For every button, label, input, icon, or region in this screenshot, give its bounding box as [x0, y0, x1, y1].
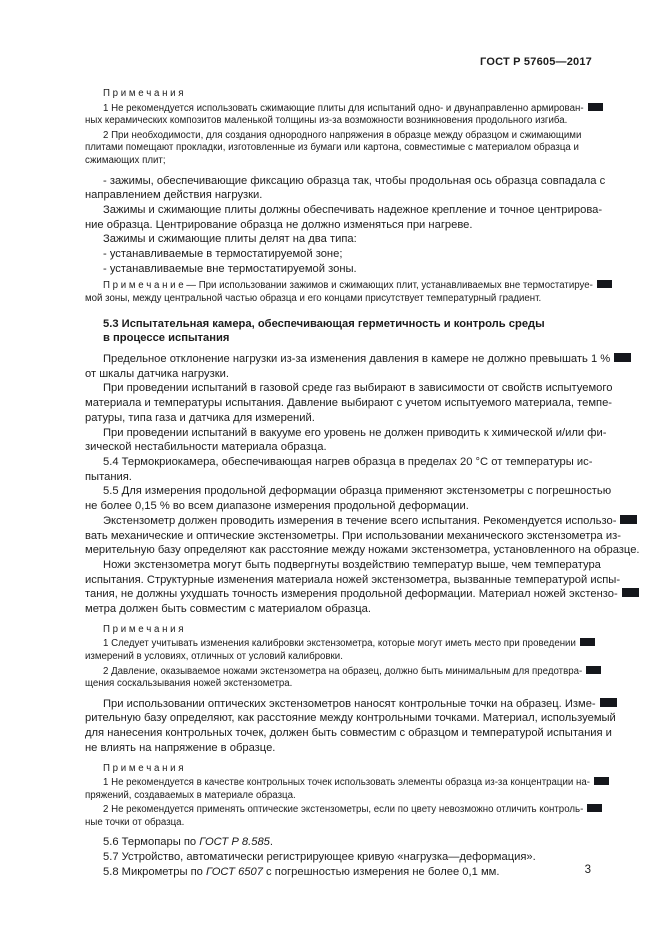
text-segment: мерительную базу определяют как расстояние между ножами экстензометра, установленного на образце.	[85, 544, 640, 557]
text-line	[85, 666, 592, 679]
redaction-marker	[587, 804, 602, 812]
text-line	[85, 529, 621, 544]
text-segment: П р и м е ч а н и я	[103, 762, 184, 774]
text-line	[85, 651, 592, 664]
text-segment: испытания. Структурные изменения материала ножей экстензометра, вызванные температурой испы-	[85, 573, 621, 586]
redaction-marker	[588, 103, 603, 111]
text-line	[85, 817, 592, 830]
text-segment: П р и м е ч а н и е — При использовании зажимов и сжимающих плит, устанавливаемых вне термостатируе-	[103, 280, 593, 292]
text-line	[85, 247, 592, 262]
redaction-marker	[586, 666, 601, 674]
text-line	[85, 262, 592, 277]
text-segment: 2 Давление, оказываемое ножами экстензометра на образец, должно быть минимальным для предотвра-	[103, 665, 583, 677]
text-line	[85, 558, 601, 573]
page-number: 3	[584, 864, 591, 876]
note-block	[85, 103, 592, 128]
text-line	[85, 711, 616, 726]
text-segment: 2 Не рекомендуется применять оптические экстензометры, если по цвету невозможно отличить контроль-	[103, 804, 584, 816]
standard-number-header: ГОСТ Р 57605—2017	[480, 56, 592, 68]
text-segment: 2 При необходимости, для создания однородного напряжения в образце между образцом и сжимающими	[103, 129, 582, 141]
redaction-marker	[594, 777, 609, 785]
text-segment: Зажимы и сжимающие плиты делят на два типа:	[103, 233, 357, 246]
text-line	[85, 440, 592, 455]
list-block	[85, 262, 592, 277]
text-segment: щения соскальзывания ножей экстензометра.	[85, 678, 293, 690]
text-segment: П р и м е ч а н и я	[103, 88, 184, 99]
text-line	[85, 142, 592, 155]
para-block	[85, 381, 613, 425]
text-segment: зической нестабильности материала образца.	[85, 441, 327, 454]
referenced-standard: ГОСТ Р 8.585	[199, 836, 270, 849]
text-segment: При использовании оптических экстензометров наносят контрольные точки на образец. Изме-	[103, 697, 596, 710]
para-block	[85, 455, 592, 484]
text-line	[85, 499, 592, 514]
text-line	[85, 470, 592, 485]
text-line	[85, 367, 592, 382]
text-segment: в процессе испытания	[103, 332, 230, 345]
text-line	[85, 88, 592, 101]
text-segment: метра должен быть совместим с материалом образца.	[85, 603, 371, 616]
redaction-marker	[622, 588, 639, 597]
text-line	[85, 115, 592, 128]
notes-label-block	[85, 624, 592, 637]
text-segment: 5.7 Устройство, автоматически регистрирующее кривую «нагрузка—деформация».	[103, 851, 536, 864]
text-segment: Ножи экстензометра могут быть подвергнуты воздействию температур выше, чем температура	[103, 558, 601, 571]
text-segment: 1 Не рекомендуется в качестве контрольных точек использовать элементы образца из-за концентрации на-	[103, 777, 590, 789]
text-segment: - зажимы, обеспечивающие фиксацию образца так, чтобы продольная ось образца совпадала с	[103, 174, 606, 187]
list-block	[85, 174, 606, 203]
text-segment: мой зоны, между центральной частью образца и его концами присутствует температурный градиент.	[85, 293, 542, 305]
text-segment: плитами помещают прокладки, изготовленные из бумаги или картона, совместимые с материалом образца и	[85, 142, 579, 154]
text-line	[85, 103, 592, 116]
text-segment: 5.4 Термокриокамера, обеспечивающая нагрев образца в пределах 20 °С от температуры ис-	[103, 456, 593, 468]
para-block	[85, 232, 592, 247]
text-line	[85, 514, 617, 529]
para-block	[85, 697, 616, 756]
para-block	[85, 850, 592, 865]
text-line	[85, 352, 611, 367]
text-segment: .	[269, 836, 274, 849]
text-line	[85, 174, 606, 189]
note-block	[85, 666, 592, 691]
text-line	[85, 587, 618, 602]
text-segment: тания, не должны ухудшать точность измерения продольной деформации. Материал ножей экстензо-	[85, 588, 618, 601]
document-body	[85, 88, 640, 880]
text-segment: 5.3 Испытательная камера, обеспечивающая герметичность и контроль среды	[103, 317, 545, 330]
text-line	[85, 381, 613, 396]
text-column	[85, 56, 640, 880]
text-line	[85, 804, 592, 817]
text-line	[85, 638, 592, 651]
redaction-marker	[600, 698, 617, 707]
note-block	[85, 804, 592, 829]
text-line	[85, 865, 592, 880]
redaction-marker	[620, 515, 637, 524]
para-block	[85, 865, 592, 880]
text-segment: материала и температуры испытания. Давление выбирают с учетом испытуемого материала, темпе-	[85, 397, 613, 410]
text-segment: ные точки от образца.	[85, 816, 185, 828]
text-line	[85, 624, 592, 637]
text-line	[85, 293, 592, 306]
text-line	[85, 317, 592, 332]
text-segment: измерений в условиях, отличных от условий калибровки.	[85, 650, 343, 662]
text-segment: 5.6 Термопары по	[103, 836, 200, 849]
text-segment: для нанесения контрольных точек, должен быть совместим с образцом и температурой испытания и	[85, 727, 612, 740]
text-segment: Зажимы и сжимающие плиты должны обеспечивать надежное крепление и точное центрирова-	[103, 203, 603, 216]
text-line	[85, 218, 592, 233]
text-line	[85, 396, 613, 411]
text-segment: Экстензометр должен проводить измерения в течение всего испытания. Рекомендуется использо-	[103, 514, 617, 527]
para-block	[85, 426, 607, 455]
list-block	[85, 247, 592, 262]
text-line	[85, 331, 592, 346]
text-line	[85, 155, 592, 168]
text-segment: ние образца. Центрирование образца не должно изменяться при нагреве.	[85, 218, 473, 231]
text-line	[85, 455, 592, 470]
text-line	[85, 835, 592, 850]
text-line	[85, 763, 592, 776]
referenced-standard: ГОСТ 6507	[206, 865, 263, 878]
redaction-marker	[597, 280, 612, 288]
text-line	[85, 543, 640, 558]
para-block	[85, 352, 611, 381]
text-line	[85, 426, 607, 441]
text-line	[85, 484, 612, 499]
para-block	[85, 203, 603, 232]
text-line	[85, 602, 592, 617]
text-segment: ных керамических композитов маленькой толщины из-за возможности возникновения продольного изгиба.	[85, 115, 568, 127]
text-line	[85, 203, 603, 218]
text-line	[85, 697, 596, 712]
para-block	[85, 514, 640, 558]
text-segment: рительную базу определяют, как расстояние между контрольными точками. Материал, используемый	[85, 712, 616, 725]
text-segment: При проведении испытаний в вакууме его уровень не должен приводить к химической и/или фи-	[103, 426, 607, 439]
text-line	[85, 777, 592, 790]
para-block	[85, 484, 612, 513]
text-line	[85, 741, 592, 756]
text-segment: вать механические и оптические экстензометры. При использовании механического экстензометра из-	[85, 529, 621, 542]
text-segment: 1 Следует учитывать изменения калибровки экстензометра, которые могут иметь место при проведении	[103, 638, 576, 650]
section-heading	[85, 317, 592, 346]
text-segment: от шкалы датчика нагрузки.	[85, 367, 229, 380]
text-segment: П р и м е ч а н и я	[103, 623, 184, 635]
text-segment: с погрешностью измерения не более 0,1 мм.	[262, 865, 500, 878]
text-line	[85, 678, 592, 691]
text-line	[85, 850, 592, 865]
text-line	[85, 280, 592, 293]
text-segment: не более 0,15 % во всем диапазоне измерения продольной деформации.	[85, 500, 469, 513]
text-segment: Предельное отклонение нагрузки из-за изменения давления в камере не должно превышать 1 %	[103, 353, 611, 366]
text-segment: направлением действия нагрузки.	[85, 189, 263, 202]
text-segment: 1 Не рекомендуется использовать сжимающие плиты для испытаний одно- и двунаправленно армирован-	[103, 102, 584, 114]
note-block	[85, 777, 592, 802]
text-segment: 5.8 Микрометры по	[103, 865, 206, 878]
text-segment: сжимающих плит;	[85, 154, 166, 166]
text-segment: пытания.	[85, 470, 132, 483]
text-line	[85, 232, 592, 247]
note-block	[85, 130, 592, 168]
notes-label-block	[85, 88, 592, 101]
text-line	[85, 188, 592, 203]
text-line	[85, 726, 612, 741]
text-line	[85, 411, 592, 426]
para-block	[85, 835, 592, 850]
text-segment: ратуры, типа газа и датчика для измерений.	[85, 411, 315, 424]
redaction-marker	[614, 353, 631, 362]
note-single-block	[85, 280, 592, 305]
text-segment: - устанавливаемые в термостатируемой зоне;	[103, 248, 343, 261]
text-line	[85, 130, 592, 143]
text-segment: - устанавливаемые вне термостатируемой зоны.	[103, 262, 357, 275]
notes-label-block	[85, 763, 592, 776]
text-line	[85, 790, 592, 803]
note-block	[85, 638, 592, 663]
text-segment: пряжений, создаваемых в материале образца.	[85, 789, 296, 801]
redaction-marker	[580, 638, 595, 646]
text-line	[85, 573, 621, 588]
text-segment: не влиять на напряжение в образце.	[85, 741, 276, 754]
para-block	[85, 558, 621, 617]
text-segment: При проведении испытаний в газовой среде газ выбирают в зависимости от свойств испытуемого	[103, 382, 613, 395]
text-segment: 5.5 Для измерения продольной деформации образца применяют экстензометры с погрешностью	[103, 485, 612, 498]
